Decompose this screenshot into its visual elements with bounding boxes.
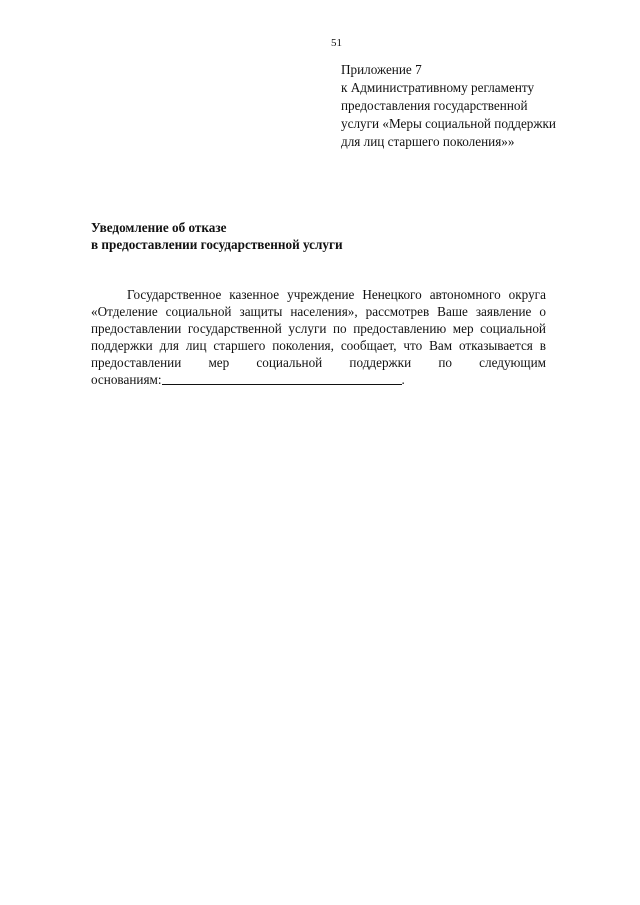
body-line — [91, 320, 546, 337]
grounds-label: основаниям: — [91, 372, 162, 387]
appendix-line: к Административному регламенту — [341, 80, 535, 95]
body-word: социальной — [256, 355, 323, 370]
body-line — [91, 371, 546, 388]
body-word: по — [333, 321, 347, 336]
notice-title-line: Уведомление об отказе — [91, 220, 227, 235]
body-word: для — [159, 338, 179, 353]
body-word: о — [539, 304, 546, 319]
body-word: «Отделение — [91, 304, 158, 319]
body-word: казенное — [229, 287, 280, 302]
body-word: по — [438, 355, 452, 370]
body-word: поддержки — [91, 338, 153, 353]
body-word: учреждение — [287, 287, 355, 302]
appendix-line: предоставления государственной — [341, 98, 528, 113]
appendix-line: услуги «Меры социальной поддержки — [341, 116, 556, 131]
notice-body — [91, 286, 546, 388]
body-line — [91, 286, 546, 303]
blank-fill-line — [162, 371, 402, 385]
body-word: социальной — [480, 321, 546, 336]
body-word: поддержки — [349, 355, 412, 370]
notice-title-line: в предоставлении государственной услуги — [91, 237, 343, 252]
body-word: рассмотрев — [365, 304, 430, 319]
body-word: предоставлении — [91, 321, 182, 336]
body-word: в — [539, 338, 546, 353]
body-line — [91, 303, 546, 320]
body-word: старшего — [213, 338, 266, 353]
body-word: защиты — [239, 304, 283, 319]
body-word: мер — [208, 355, 230, 370]
body-word: Ваше — [437, 304, 468, 319]
body-word: отказывается — [458, 338, 533, 353]
body-word: следующим — [479, 355, 546, 370]
body-word: Государственное — [127, 287, 222, 302]
body-word: заявление — [475, 304, 532, 319]
body-word: мер — [452, 321, 474, 336]
body-word: услуги — [288, 321, 327, 336]
appendix-title: Приложение 7 — [341, 62, 422, 77]
body-word: поколения, — [272, 338, 334, 353]
body-line — [91, 354, 546, 371]
grounds-end: . — [401, 372, 405, 387]
body-word: Вам — [429, 338, 453, 353]
body-word: округа — [508, 287, 546, 302]
body-word: населения», — [290, 304, 358, 319]
body-word: предоставлению — [353, 321, 447, 336]
appendix-header — [341, 61, 626, 151]
body-word: социальной — [165, 304, 232, 319]
body-word: государственной — [187, 321, 282, 336]
body-word: Ненецкого — [362, 287, 422, 302]
page-number: 51 — [331, 37, 342, 49]
body-word: что — [403, 338, 423, 353]
body-word: лиц — [185, 338, 207, 353]
body-word: сообщает, — [340, 338, 397, 353]
notice-title — [91, 219, 491, 253]
appendix-line: для лиц старшего поколения»» — [341, 134, 515, 149]
body-word: автономного — [429, 287, 501, 302]
body-word: предоставлении — [91, 355, 182, 370]
body-line — [91, 337, 546, 354]
